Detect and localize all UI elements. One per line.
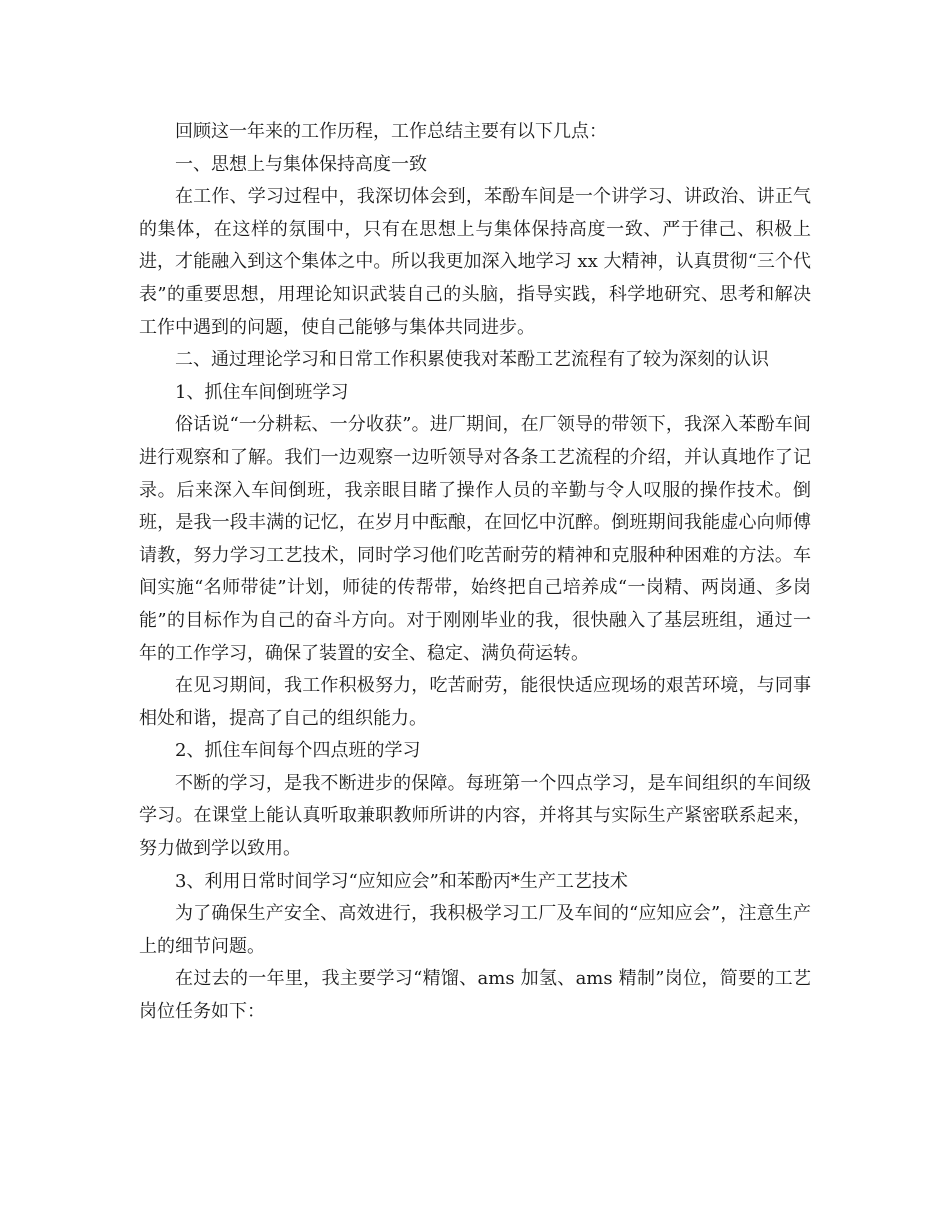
subheading-1: 1、抓住车间倒班学习 bbox=[175, 381, 349, 403]
heading-section-1: 一、思想上与集体保持高度一致 bbox=[175, 153, 427, 175]
paragraph-safety: 为了确保生产安全、高效进行，我积极学习工厂及车间的“应知应会”，注意生产上的细节问题。 bbox=[139, 903, 811, 957]
paragraph-past-year: 在过去的一年里，我主要学习“精馏、ams 加氢、ams 精制”岗位，简要的工艺岗位任务如下： bbox=[139, 968, 811, 1023]
heading-section-2: 二、通过理论学习和日常工作积累使我对苯酚工艺流程有了较为深刻的认识 bbox=[175, 349, 769, 371]
document-body bbox=[139, 116, 811, 1029]
subheading-3: 3、利用日常时间学习“应知应会”和苯酚丙*生产工艺技术 bbox=[175, 870, 628, 892]
paragraph-internship: 在见习期间，我工作积极努力，吃苦耐劳，能很快适应现场的艰苦环境，与同事相处和谐，提高了自己的组织能力。 bbox=[139, 675, 811, 729]
paragraph-section-1: 在工作、学习过程中，我深切体会到，苯酚车间是一个讲学习、讲政治、讲正气的集体，在这样的氛围中，只有在思想上与集体保持高度一致、严于律己、积极上进，才能融入到这个集体之中。所以我更加深入地学习 xx 大精神，认真贯彻“三个代表”的重要思想，用理论知识武装自己的头脑，指导实践，科学地研究、思考和解决工作中遇到的问题，使自己能够与集体共同进步。 bbox=[139, 186, 811, 338]
paragraph-shift-study: 俗话说“一分耕耘、一分收获”。进厂期间，在厂领导的带领下，我深入苯酚车间进行观察和了解。我们一边观察一边听领导对各条工艺流程的介绍，并认真地作了记录。后来深入车间倒班，我亲眼目睹了操作人员的辛勤与令人叹服的操作技术。倒班，是我一段丰满的记忆，在岁月中酝酿，在回忆中沉醉。倒班期间我能虚心向师傅请教，努力学习工艺技术，同时学习他们吃苦耐劳的精神和克服种种困难的方法。车间实施“名师带徒”计划，师徒的传帮带，始终把自己培养成“一岗精、两岗通、多岗能”的目标作为自己的奋斗方向。对于刚刚毕业的我，很快融入了基层班组，通过一年的工作学习，确保了装置的安全、稳定、满负荷运转。 bbox=[139, 414, 811, 664]
paragraph-four-oclock-study: 不断的学习，是我不断进步的保障。每班第一个四点学习，是车间组织的车间级学习。在课堂上能认真听取兼职教师所讲的内容，并将其与实际生产紧密联系起来，努力做到学以致用。 bbox=[139, 772, 811, 860]
subheading-2: 2、抓住车间每个四点班的学习 bbox=[175, 740, 421, 762]
paragraph-intro: 回顾这一年来的工作历程，工作总结主要有以下几点： bbox=[175, 121, 607, 142]
